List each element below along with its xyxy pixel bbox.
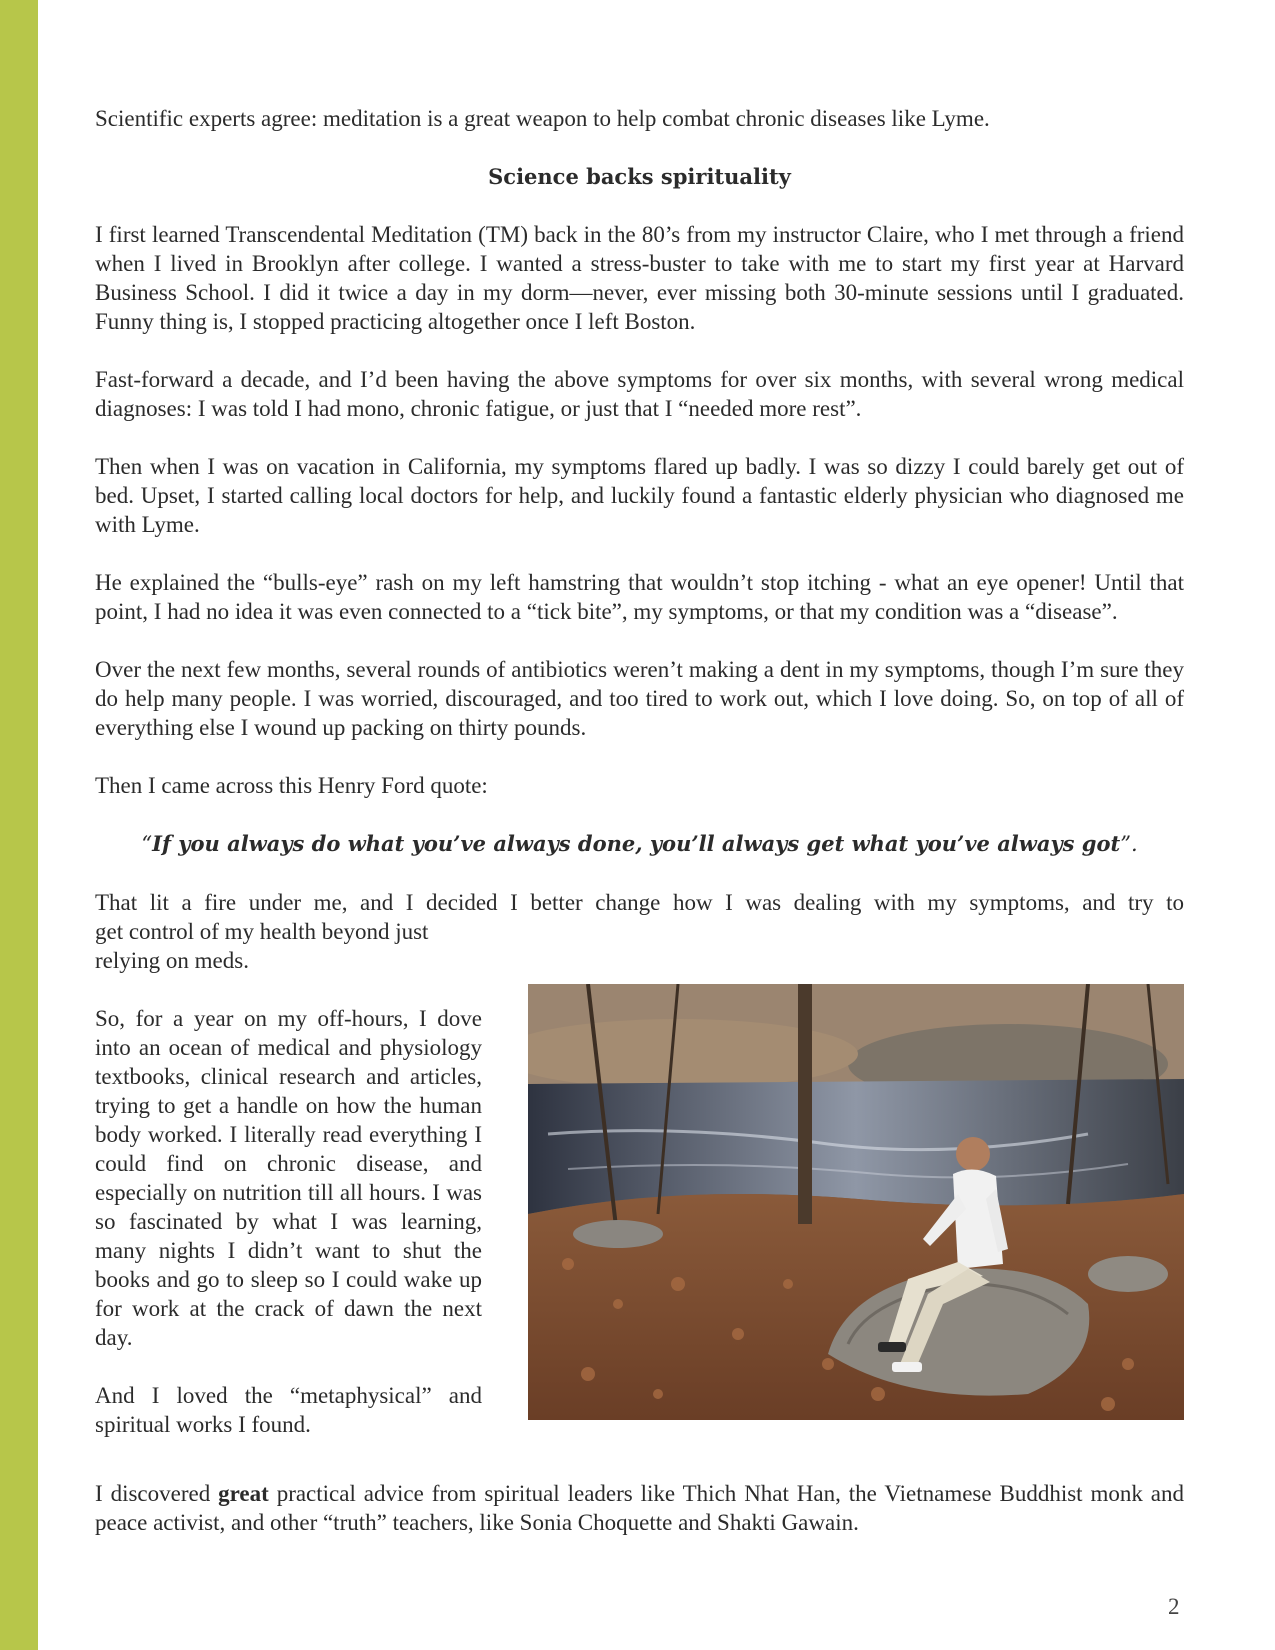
wrapped-text-column (95, 917, 482, 1439)
emphasis-great: great (218, 1481, 269, 1506)
paragraph-antibiotics: Over the next few months, several rounds of antibiotics weren’t making a dent in my symptoms, though I’m sure they do help many people. I was worried, discouraged, and too tired to work out, which I love doing. So, on top of all of everything else I wound up packing on thirty pounds. (95, 657, 1184, 740)
henry-ford-quote (95, 829, 1184, 859)
section-heading: Science backs spirituality (488, 164, 791, 189)
paragraph-intro: Scientific experts agree: meditation is a great weapon to help combat chronic diseases like Lyme. (95, 106, 990, 131)
quote-close-mark: ”. (1120, 832, 1138, 856)
quote-open-mark: “ (141, 832, 153, 856)
paragraph-fire-rest: get control of my health beyond just relying on meds. (95, 919, 429, 973)
photo-man-on-rock-by-stream (528, 984, 1184, 1420)
paragraph-metaphysical: And I loved the “metaphysical” and spiritual works I found. (95, 1383, 482, 1437)
paragraph-spiritual-leaders-a: I discovered (95, 1481, 219, 1506)
paragraph-spiritual-leaders (95, 1479, 1184, 1537)
paragraph-fire-line1: That lit a fire under me, and I decided I better change how I was dealing with my symptoms, and try to (95, 890, 1184, 915)
paragraph-spiritual-leaders-b: practical advice from spiritual leaders like Thich Nhat Han, the Vietnamese Buddhist monk and peace activist, and other “truth” teachers, like Sonia Choquette and Shakti Gawain. (95, 1481, 1184, 1535)
paragraph-fast-forward: Fast-forward a decade, and I’d been having the above symptoms for over six months, with several wrong medical diagnoses: I was told I had mono, chronic fatigue, or just that I “needed more rest”. (95, 367, 1184, 421)
paragraph-bulls-eye: He explained the “bulls-eye” rash on my left hamstring that wouldn’t stop itching - what an eye opener! Until that point, I had no idea it was even connected to a “tick bite”, my symptoms, or that my condition was a “disease”. (95, 570, 1184, 624)
paragraph-research: So, for a year on my off-hours, I dove into an ocean of medical and physiology textbooks, clinical research and articles, trying to get a handle on how the human body worked. I literally read everything I could find on chronic disease, and especially on nutrition till all hours. I was so fascinated by what I was learning, many nights I didn’t want to shut the books and go to sleep so I could wake up for work at the crack of dawn the next day. (95, 1006, 482, 1350)
paragraph-henry-ford: Then I came across this Henry Ford quote: (95, 773, 488, 798)
paragraph-california: Then when I was on vacation in California, my symptoms flared up badly. I was so dizzy I could barely get out of bed. Upset, I started calling local doctors for help, and luckily found a fantastic elderly physician who diagnosed me with Lyme. (95, 454, 1184, 537)
photo-illustration (528, 984, 1184, 1420)
sidebar-accent-bar (0, 0, 38, 1650)
quote-text: If you always do what you’ve always done, you’ll always get what you’ve always got (152, 831, 1121, 856)
paragraph-tm: I first learned Transcendental Meditation (TM) back in the 80’s from my instructor Claire, who I met through a friend when I lived in Brooklyn after college. I wanted a stress-buster to take with me to start my first year at Harvard Business School. I did it twice a day in my dorm—never, ever missing both 30-minute sessions until I graduated. Funny thing is, I stopped practicing altogether once I left Boston. (95, 222, 1184, 334)
page-number: 2 (1168, 1594, 1180, 1619)
